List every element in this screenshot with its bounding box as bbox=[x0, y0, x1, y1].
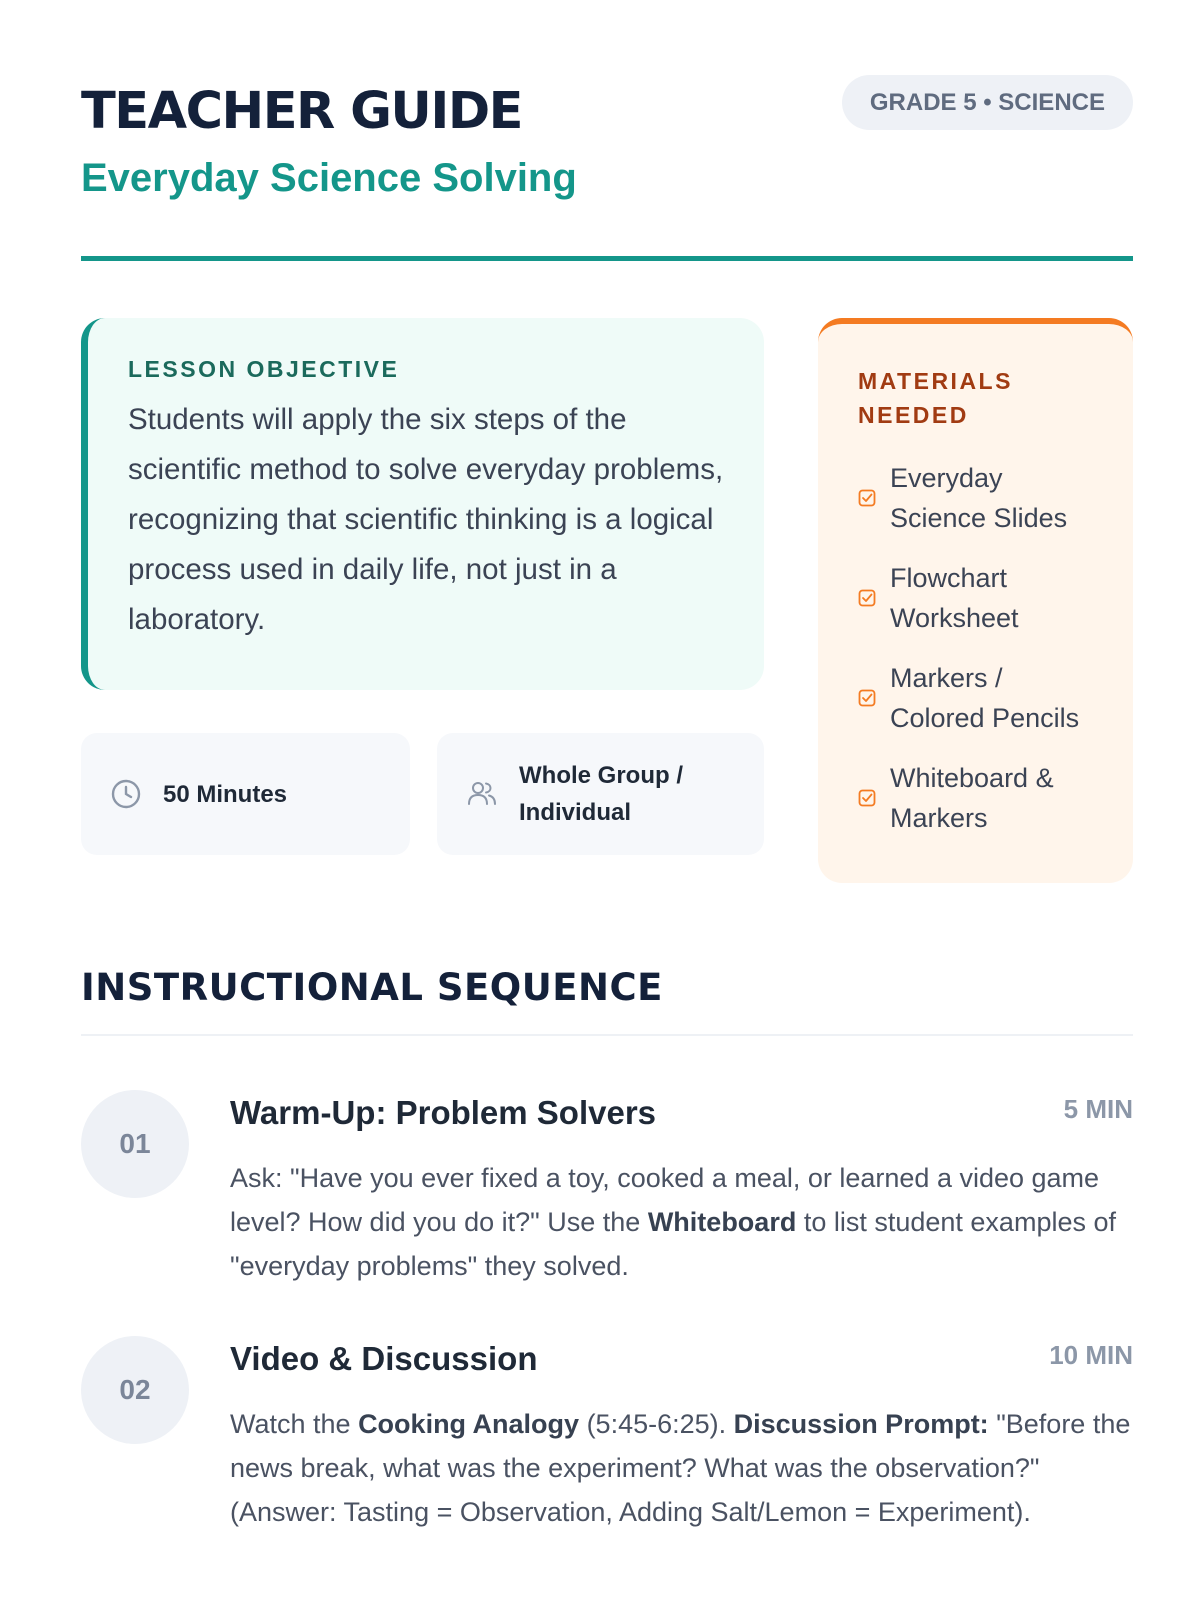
checkbox-icon bbox=[858, 689, 876, 707]
material-text: Markers / Colored Pencils bbox=[890, 663, 1080, 733]
page-title: TEACHER GUIDE bbox=[81, 82, 522, 141]
grouping-box bbox=[437, 733, 764, 855]
list-item bbox=[858, 558, 1105, 638]
header-divider bbox=[81, 256, 1133, 261]
checkbox-icon bbox=[858, 489, 876, 507]
clock-icon bbox=[109, 777, 143, 811]
materials-list bbox=[858, 458, 1105, 838]
step-duration: 5 MIN bbox=[1063, 1094, 1133, 1124]
material-text: Everyday Science Slides bbox=[890, 463, 1068, 533]
objective-text: Students will apply the six steps of the scientific method to solve everyday problems, recognizing that scientific thinking is a logical process used in daily life, not just in a laboratory. bbox=[128, 403, 724, 636]
list-item bbox=[858, 658, 1105, 738]
users-icon bbox=[465, 777, 499, 811]
grouping-text bbox=[519, 757, 683, 831]
lesson-objective-card bbox=[81, 318, 764, 690]
grouping-line-2: Individual bbox=[519, 799, 632, 826]
material-text: Flowchart Worksheet bbox=[890, 563, 1019, 633]
duration-text: 50 Minutes bbox=[163, 780, 288, 808]
step-body: Ask: "Have you ever fixed a toy, cooked a meal, or learned a video game level? How did you do it?" Use the Whiteboard to list student examples of "everyday problems" they solved. bbox=[230, 1163, 1116, 1281]
teacher-guide-page bbox=[81, 0, 1133, 1600]
grouping-line-1: Whole Group / bbox=[519, 762, 683, 789]
materials-label-line-2: NEEDED bbox=[858, 402, 969, 428]
step-duration: 10 MIN bbox=[1049, 1340, 1133, 1370]
material-text: Whiteboard & Markers bbox=[890, 763, 1054, 833]
materials-label bbox=[858, 364, 1105, 432]
materials-card bbox=[818, 318, 1133, 883]
duration-box bbox=[81, 733, 410, 855]
checkbox-icon bbox=[858, 789, 876, 807]
grade-badge: GRADE 5 • SCIENCE bbox=[842, 75, 1133, 130]
step-heading: Warm-Up: Problem Solvers bbox=[230, 1094, 657, 1131]
step-number: 02 bbox=[81, 1336, 189, 1444]
header bbox=[81, 78, 1133, 228]
step-number: 01 bbox=[81, 1090, 189, 1198]
materials-label-line-1: MATERIALS bbox=[858, 368, 1013, 394]
step-body: Watch the Cooking Analogy (5:45-6:25). Discussion Prompt: "Before the news break, what was the experiment? What was the observation?" (Answer: Tasting = Observation, Adding Salt/Lemon = Experiment). bbox=[230, 1409, 1131, 1527]
step-heading: Video & Discussion bbox=[230, 1340, 538, 1377]
list-item bbox=[858, 458, 1105, 538]
list-item bbox=[858, 758, 1105, 838]
page-subtitle: Everyday Science Solving bbox=[81, 156, 577, 200]
checkbox-icon bbox=[858, 589, 876, 607]
section-divider bbox=[81, 1034, 1133, 1036]
section-title: INSTRUCTIONAL SEQUENCE bbox=[81, 966, 663, 1009]
objective-label: LESSON OBJECTIVE bbox=[128, 356, 400, 382]
